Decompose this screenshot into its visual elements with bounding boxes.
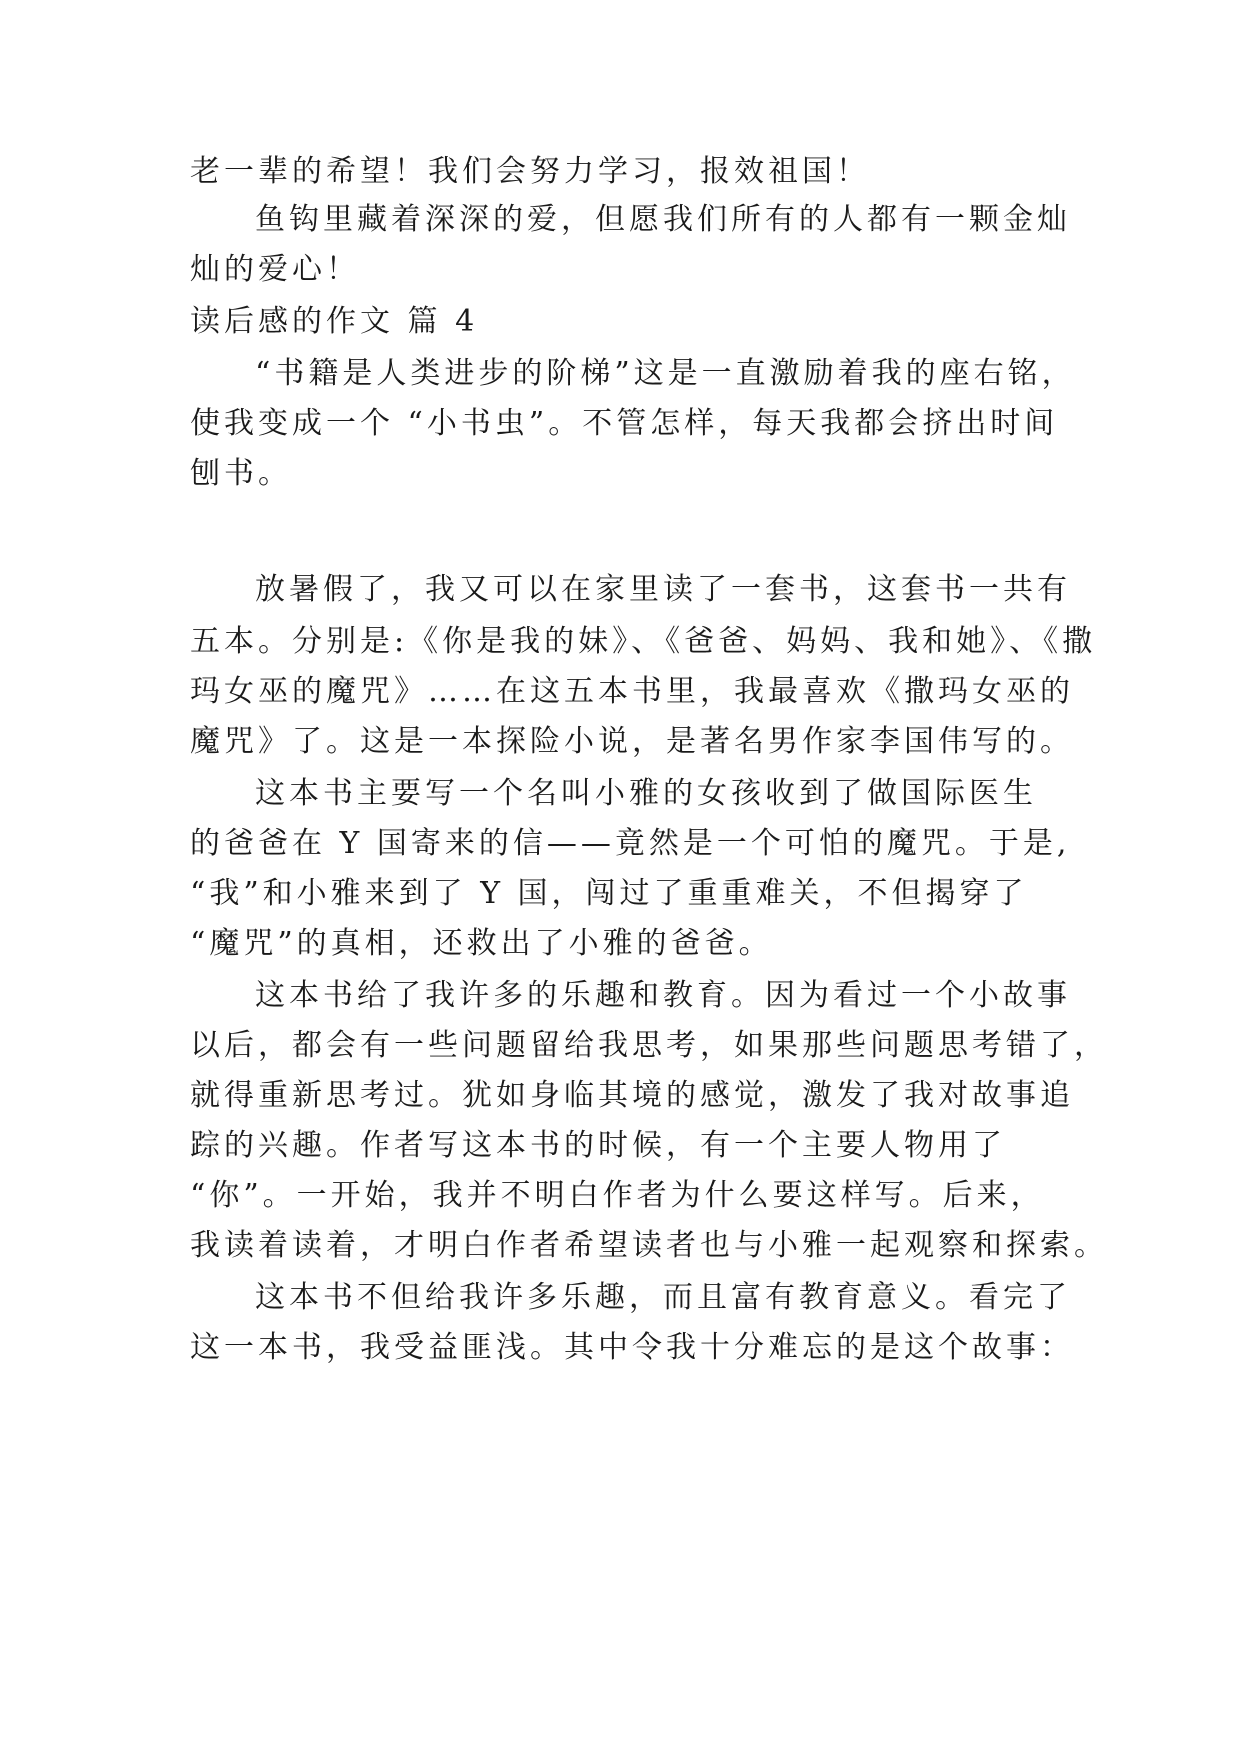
- text-line: 老一辈的希望！我们会努力学习，报效祖国！: [190, 154, 870, 189]
- text-line: 五本。分别是:《你是我的妹》、《爸爸、妈妈、我和她》、《撒: [190, 624, 1097, 659]
- text-line: “我”和小雅来到了 Y 国，闯过了重重难关，不但揭穿了: [190, 876, 1028, 911]
- text-line: 灿的爱心！: [190, 252, 360, 287]
- text-line: 的爸爸在 Y 国寄来的信——竟然是一个可怕的魔咒。于是,: [190, 826, 1071, 861]
- text-line: 放暑假了，我又可以在家里读了一套书，这套书一共有: [255, 572, 1071, 607]
- text-line: 魔咒》了。这是一本探险小说，是著名男作家李国伟写的。: [190, 724, 1074, 759]
- text-line: 我读着读着，才明白作者希望读者也与小雅一起观察和探索。: [190, 1228, 1108, 1263]
- text-line: “你”。一开始，我并不明白作者为什么要这样写。后来，: [190, 1178, 1045, 1213]
- text-line: “魔咒”的真相，还救出了小雅的爸爸。: [190, 926, 773, 961]
- text-line: 这本书给了我许多的乐趣和教育。因为看过一个小故事: [255, 978, 1071, 1013]
- text-line: 这一本书，我受益匪浅。其中令我十分难忘的是这个故事：: [190, 1330, 1074, 1365]
- text-line: 玛女巫的魔咒》……在这五本书里，我最喜欢《撒玛女巫的: [190, 674, 1074, 709]
- text-line: 鱼钩里藏着深深的爱，但愿我们所有的人都有一颗金灿: [255, 202, 1071, 237]
- text-line: 这本书不但给我许多乐趣，而且富有教育意义。看完了: [255, 1280, 1071, 1315]
- text-line: 踪的兴趣。作者写这本书的时候，有一个主要人物用了: [190, 1128, 1006, 1163]
- text-line: 这本书主要写一个名叫小雅的女孩收到了做国际医生: [255, 776, 1037, 811]
- text-line: 就得重新思考过。犹如身临其境的感觉，激发了我对故事追: [190, 1078, 1074, 1113]
- section-heading: 读后感的作文 篇 4: [190, 304, 479, 339]
- text-line: 以后，都会有一些问题留给我思考，如果那些问题思考错了，: [190, 1028, 1108, 1063]
- text-line: 刨书。: [190, 456, 292, 491]
- text-line: 使我变成一个 “小书虫”。不管怎样，每天我都会挤出时间: [190, 406, 1059, 441]
- text-line: “书籍是人类进步的阶梯”这是一直激励着我的座右铭，: [255, 356, 1076, 391]
